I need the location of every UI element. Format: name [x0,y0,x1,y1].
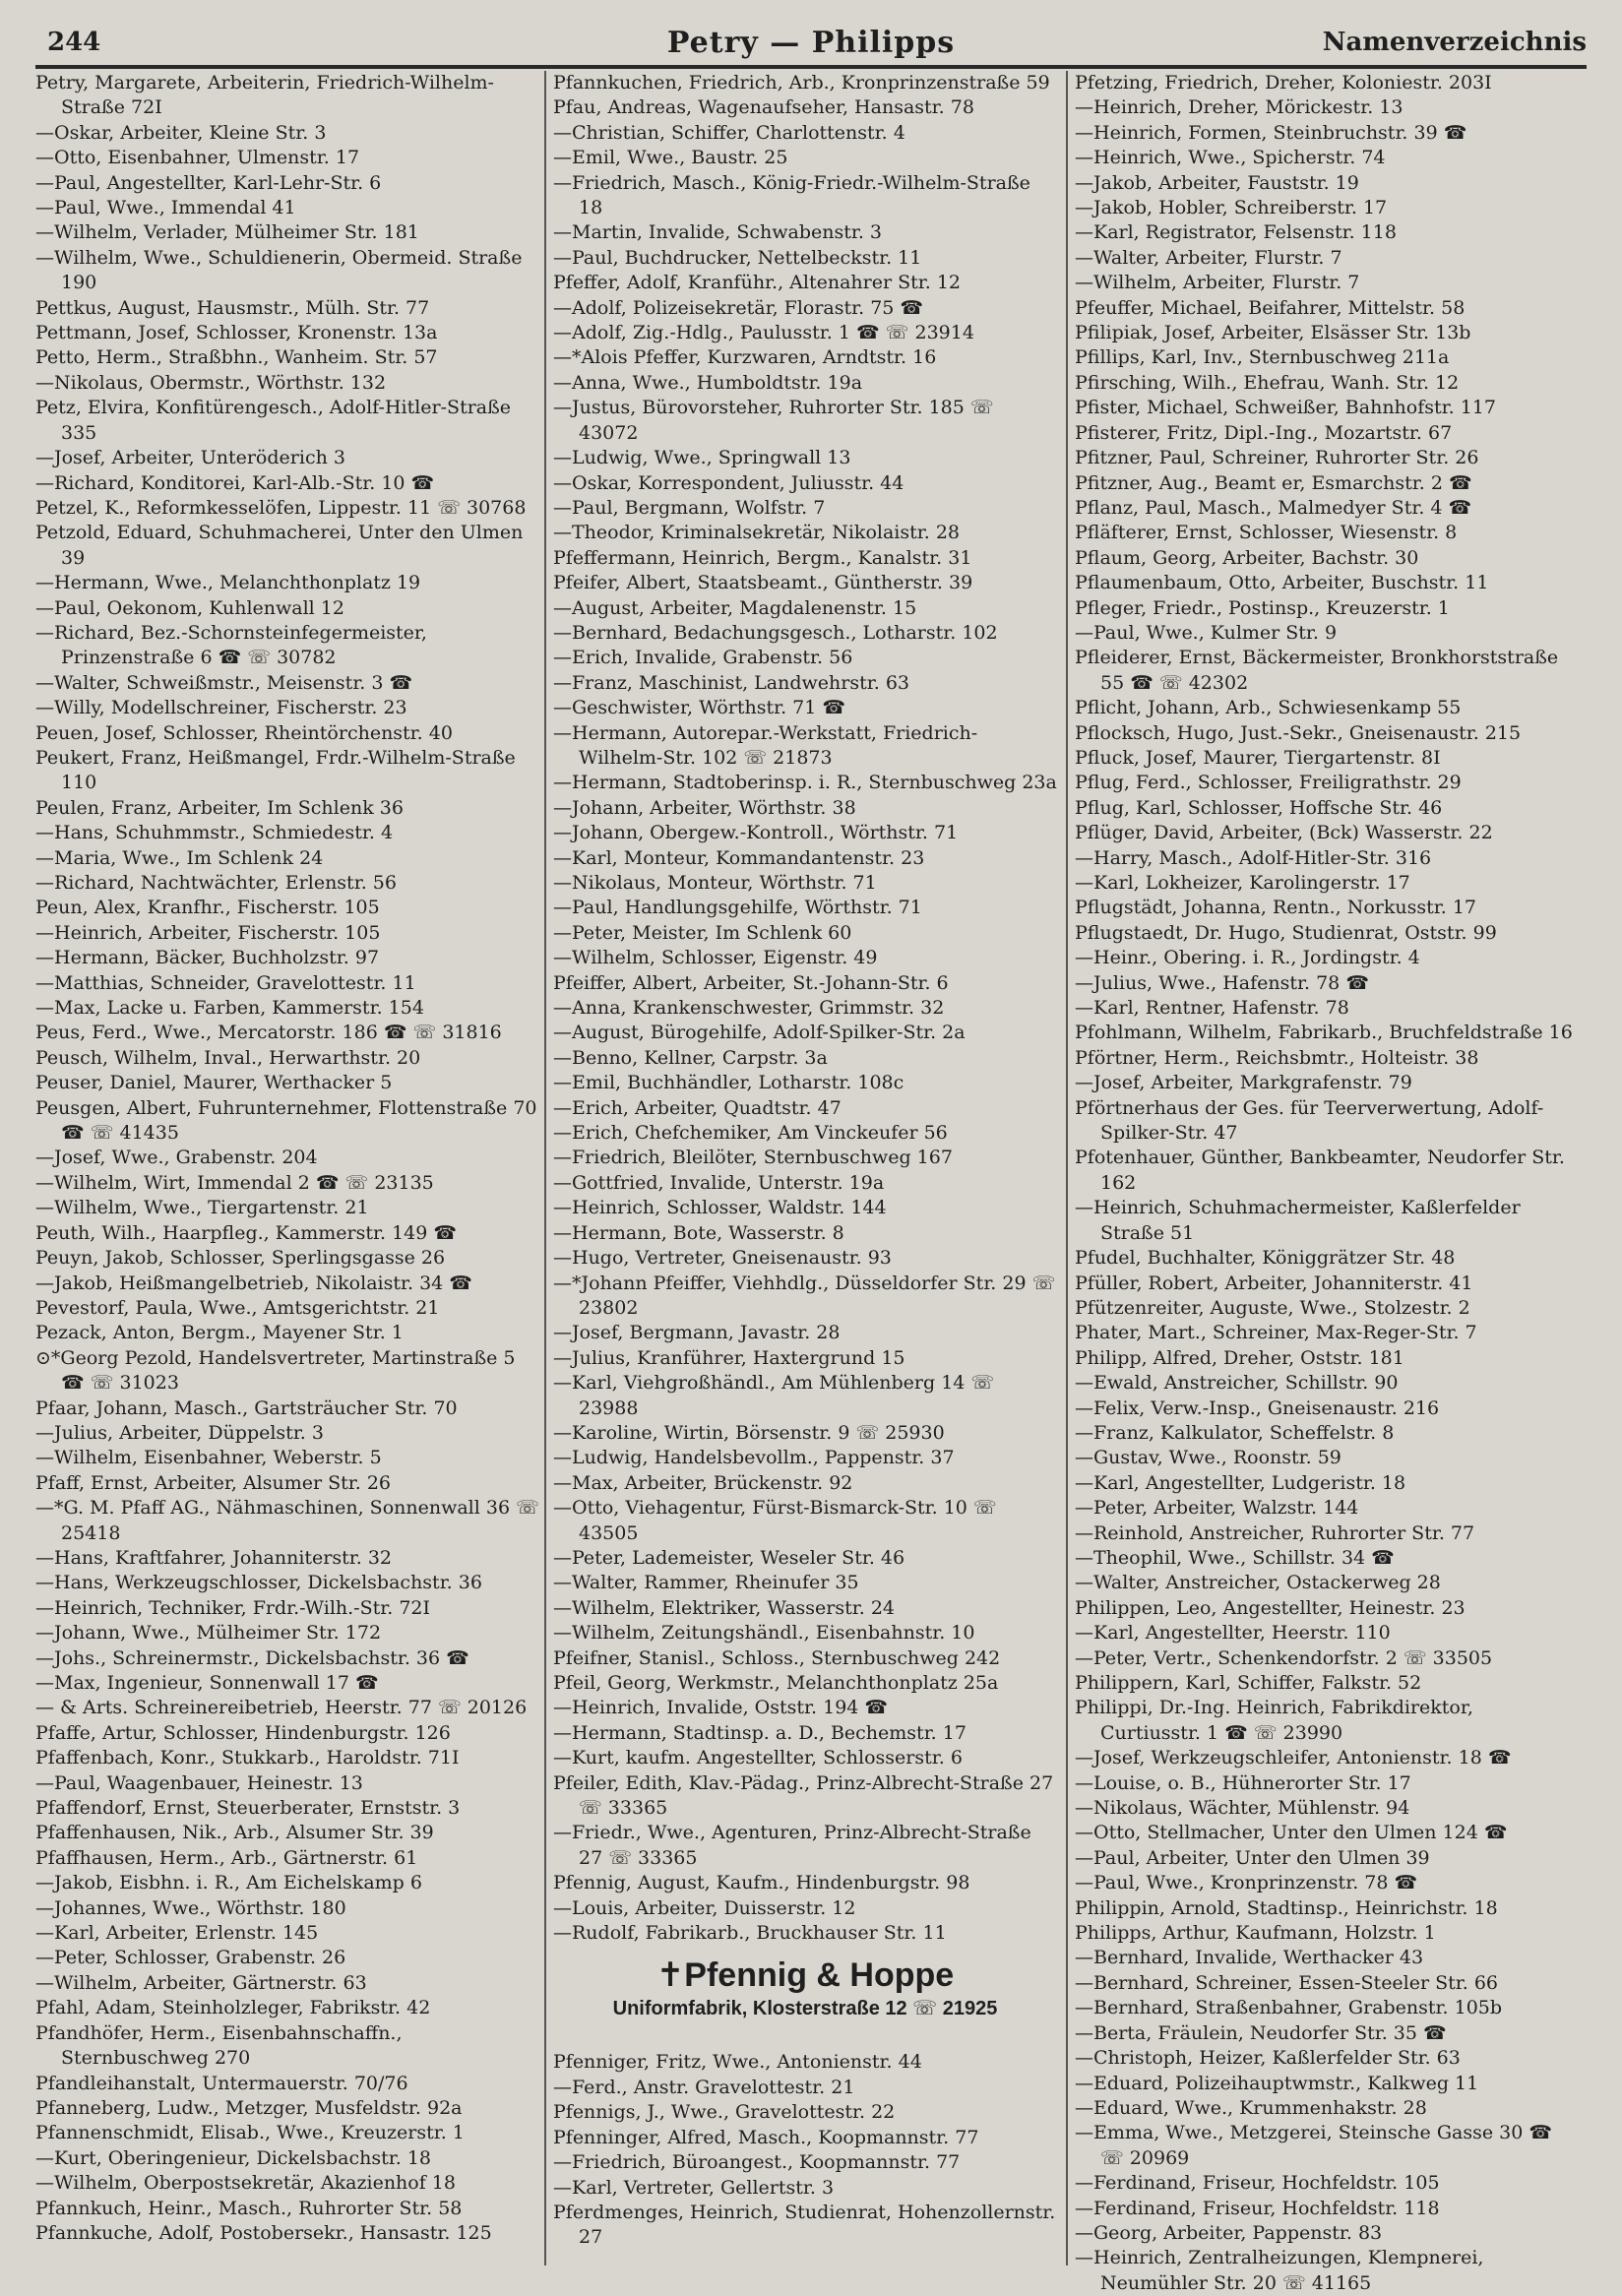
directory-entry: —Karl, Registrator, Felsenstr. 118 [1075,221,1397,244]
directory-entry: —Berta, Fräulein, Neudorfer Str. 35 ☎ [1075,2021,1447,2044]
directory-entry: Philipps, Arthur, Kaufmann, Holzstr. 1 [1075,1922,1436,1945]
directory-entry: Pfennigs, J., Wwe., Gravelottestr. 22 [553,2101,896,2124]
directory-entry: Pfannenschmidt, Elisab., Wwe., Kreuzerstr. 1 [35,2122,465,2144]
directory-entry: —Wilhelm, Arbeiter, Flurstr. 7 [1075,272,1360,294]
directory-entry: —Karl, Arbeiter, Erlenstr. 145 [35,1922,319,1945]
directory-entry: —Karl, Vertreter, Gellertstr. 3 [553,2176,835,2199]
column-2 [553,71,1057,2275]
directory-entry: —Eduard, Polizeihauptwmstr., Kalkweg 11 [1075,2072,1479,2094]
directory-entry: —Georg, Arbeiter, Pappenstr. 83 [1075,2221,1383,2244]
directory-entry: —Anna, Wwe., Humboldtstr. 19a [553,371,863,394]
directory-entry: Philippen, Leo, Angestellter, Heinestr. 23 [1075,1596,1466,1619]
directory-entry: Pflocksch, Hugo, Just.-Sekr., Gneisenaustr. 215 [1075,721,1522,744]
directory-entry: —Wilhelm, Wwe., Tiergartenstr. 21 [35,1197,369,1219]
directory-entry: Peus, Ferd., Wwe., Mercatorstr. 186 ☎ ☏ 31816 [35,1022,502,1044]
directory-entry: —*G. M. Pfaff AG., Nähmaschinen, Sonnenwall 36 ☏ 25418 [35,1497,539,1544]
directory-entry: —Hermann, Stadtinsp. a. D., Bechemstr. 17 [553,1721,967,1744]
directory-entry: —Jakob, Heißmangelbetrieb, Nikolaistr. 34 ☎ [35,1272,472,1294]
directory-entry: Petry, Margarete, Arbeiterin, Friedrich-Wilhelm-Straße 72I [35,72,494,119]
directory-entry: —Heinrich, Arbeiter, Fischerstr. 105 [35,921,381,944]
directory-entry: Pevestorf, Paula, Wwe., Amtsgerichtstr. 21 [35,1296,440,1319]
directory-entry: —Hugo, Vertreter, Gneisenaustr. 93 [553,1247,892,1270]
directory-entry: Pezack, Anton, Bergm., Mayener Str. 1 [35,1322,404,1344]
directory-entry: Petzel, K., Reformkesselöfen, Lippestr. 11 ☏ 30768 [35,496,527,519]
directory-entry: —Paul, Handlungsgehilfe, Wörthstr. 71 [553,897,922,919]
directory-entry: Pfilipiak, Josef, Arbeiter, Elsässer Str. 13b [1075,322,1471,344]
directory-entry: —Bernhard, Bedachungsgesch., Lotharstr. 102 [553,621,998,644]
directory-entry: Pfeuffer, Michael, Beifahrer, Mittelstr. 58 [1075,296,1466,319]
directory-entry: —Louise, o. B., Hühnerorter Str. 17 [1075,1771,1411,1794]
directory-entry: — & Arts. Schreinereibetrieb, Heerstr. 77 ☏ 20126 [35,1697,528,1719]
directory-entry: —Walter, Schweißmstr., Meisenstr. 3 ☎ [35,671,413,694]
directory-entry: —Ferdinand, Friseur, Hochfeldstr. 105 [1075,2172,1440,2195]
directory-entry: Pflug, Ferd., Schlosser, Freiligrathstr. 29 [1075,772,1462,794]
directory-entry: —Josef, Wwe., Grabenstr. 204 [35,1147,318,1169]
directory-entry: —Wilhelm, Verlader, Mülheimer Str. 181 [35,221,419,244]
directory-entry: —Julius, Wwe., Hafenstr. 78 ☎ [1075,971,1369,994]
directory-entry: —Theophil, Wwe., Schillstr. 34 ☎ [1075,1546,1395,1569]
directory-entry: —Otto, Eisenbahner, Ulmenstr. 17 [35,147,360,169]
directory-entry: —Paul, Wwe., Immendal 41 [35,197,296,219]
directory-entry: —Paul, Wwe., Kulmer Str. 9 [1075,621,1338,644]
directory-entry: —Heinrich, Zentralheizungen, Klempnerei, Neumühler Str. 20 ☏ 41165 [1075,2247,1484,2294]
directory-entry: Pfüller, Robert, Arbeiter, Johanniterstr. 41 [1075,1272,1473,1294]
directory-entry: Peuen, Josef, Schlosser, Rheintörchenstr. 40 [35,721,453,744]
directory-entry: —Felix, Verw.-Insp., Gneisenaustr. 216 [1075,1396,1440,1419]
ad-address-line: Uniformfabrik, Klosterstraße 12 ☏ 21925 [612,1998,998,2020]
directory-entry: —Nikolaus, Wächter, Mühlenstr. 94 [1075,1797,1410,1820]
directory-entry: —Hans, Schuhmmstr., Schmiedestr. 4 [35,822,394,844]
directory-entry: Pflugstaedt, Dr. Hugo, Studienrat, Oststr. 99 [1075,921,1497,944]
directory-entry: —Adolf, Polizeisekretär, Florastr. 75 ☎ [553,296,924,319]
directory-entry: —Jakob, Eisbhn. i. R., Am Eichelskamp 6 [35,1872,422,1894]
directory-entry: —Gustav, Wwe., Roonstr. 59 [1075,1447,1341,1469]
directory-entry: —Heinrich, Dreher, Mörickestr. 13 [1075,96,1404,119]
directory-entry: —Peter, Lademeister, Weseler Str. 46 [553,1546,905,1569]
directory-entry: —Johann, Arbeiter, Wörthstr. 38 [553,796,856,819]
directory-entry: —Wilhelm, Wirt, Immendal 2 ☎ ☏ 23135 [35,1171,434,1194]
directory-entry: Pflüger, David, Arbeiter, (Bck) Wasserstr. 22 [1075,822,1493,844]
directory-columns [35,71,1587,2294]
directory-entry: Pflicht, Johann, Arb., Schwiesenkamp 55 [1075,697,1462,719]
directory-entry: —Julius, Kranführer, Haxtergrund 15 [553,1346,905,1369]
directory-entry: Pfleiderer, Ernst, Bäckermeister, Bronkhorststraße 55 ☎ ☏ 42302 [1075,647,1559,694]
directory-entry: —Nikolaus, Obermstr., Wörthstr. 132 [35,371,387,394]
directory-entry: —Hermann, Wwe., Melanchthonplatz 19 [35,572,421,594]
directory-entry: —Max, Lacke u. Farben, Kammerstr. 154 [35,997,424,1020]
directory-entry: Pfandleihanstalt, Untermauerstr. 70/76 [35,2072,408,2094]
directory-entry: —Walter, Rammer, Rheinufer 35 [553,1572,859,1594]
directory-entry: Pförtnerhaus der Ges. für Teerverwertung, Adolf-Spilker-Str. 47 [1075,1096,1544,1145]
directory-entry: Pettmann, Josef, Schlosser, Kronenstr. 13a [35,322,438,344]
directory-entry: Pfillips, Karl, Inv., Sternbuschweg 211a [1075,346,1450,369]
directory-entry: —Kurt, kaufm. Angestellter, Schlosserstr. 6 [553,1747,963,1769]
directory-entry: —Karl, Monteur, Kommandantenstr. 23 [553,846,925,869]
column-1 [35,71,539,2275]
directory-entry: Pförtner, Herm., Reichsbmtr., Holteistr. 38 [1075,1046,1479,1069]
directory-entry: —Oskar, Arbeiter, Kleine Str. 3 [35,121,327,144]
directory-entry: Pfluck, Josef, Maurer, Tiergartenstr. 8I [1075,746,1441,769]
directory-entry: —Maria, Wwe., Im Schlenk 24 [35,846,324,869]
directory-entry: Phater, Mart., Schreiner, Max-Reger-Str. 7 [1075,1322,1477,1344]
directory-entry: Pfahl, Adam, Steinholzleger, Fabrikstr. 42 [35,1997,431,2019]
directory-entry: Pfeffermann, Heinrich, Bergm., Kanalstr. 31 [553,546,972,569]
directory-entry: Pfeifner, Stanisl., Schloss., Sternbuschweg 242 [553,1646,1001,1669]
directory-entry: Pfläfterer, Ernst, Schlosser, Wiesenstr. 8 [1075,522,1458,544]
directory-entry: Peusch, Wilhelm, Inval., Herwarthstr. 20 [35,1046,421,1069]
directory-entry: Philipp, Alfred, Dreher, Oststr. 181 [1075,1346,1404,1369]
directory-entry: —*Alois Pfeffer, Kurzwaren, Arndtstr. 16 [553,346,937,369]
directory-entry: Pferdmenges, Heinrich, Studienrat, Hohenzollernstr. 27 [553,2201,1056,2249]
directory-entry: Pettkus, August, Hausmstr., Mülh. Str. 77 [35,296,430,319]
directory-entry: —Johann, Obergew.-Kontroll., Wörthstr. 71 [553,822,959,844]
directory-entry: —Wilhelm, Eisenbahner, Weberstr. 5 [35,1447,382,1469]
directory-entry: —Johann, Wwe., Mülheimer Str. 172 [35,1622,382,1644]
directory-entry: —Wilhelm, Wwe., Schuldienerin, Obermeid. Straße 190 [35,246,523,294]
directory-entry: —Reinhold, Anstreicher, Ruhrorter Str. 77 [1075,1521,1475,1544]
directory-entry: —Ferd., Anstr. Gravelottestr. 21 [553,2076,855,2098]
directory-entry: —Johs., Schreinermstr., Dickelsbachstr. 36 ☎ [35,1646,469,1669]
directory-entry: Pfaffhausen, Herm., Arb., Gärtnerstr. 61 [35,1846,418,1869]
directory-entry: —Karoline, Wirtin, Börsenstr. 9 ☏ 25930 [553,1421,945,1444]
ad-company-name: ✝Pfennig & Hoppe [655,1956,955,1995]
directory-entry: —Heinrich, Invalide, Oststr. 194 ☎ [553,1697,889,1719]
directory-entry: Pfetzing, Friedrich, Dreher, Koloniestr. 203I [1075,72,1492,93]
directory-entry: —Wilhelm, Elektriker, Wasserstr. 24 [553,1596,896,1619]
directory-entry: —Heinrich, Schuhmachermeister, Kaßlerfelder Straße 51 [1075,1197,1521,1244]
directory-entry: —Bernhard, Straßenbahner, Grabenstr. 105b [1075,1997,1503,2019]
page-header [35,22,1587,69]
directory-entry: —Wilhelm, Zeitungshändl., Eisenbahnstr. 10 [553,1622,975,1644]
directory-entry: —Josef, Arbeiter, Markgrafenstr. 79 [1075,1072,1412,1094]
directory-entry: —Johannes, Wwe., Wörthstr. 180 [35,1896,346,1919]
directory-entry: —Hermann, Bote, Wasserstr. 8 [553,1221,844,1244]
directory-entry: —Karl, Angestellter, Ludgeristr. 18 [1075,1471,1406,1494]
column-2-entries-after-ad [553,2050,1057,2250]
directory-entry: —Walter, Anstreicher, Ostackerweg 28 [1075,1572,1441,1594]
directory-entry: Pfleger, Friedr., Postinsp., Kreuzerstr. 1 [1075,596,1450,619]
directory-entry: Pflaum, Georg, Arbeiter, Bachstr. 30 [1075,546,1419,569]
directory-entry: Pflug, Karl, Schlosser, Hoffsche Str. 46 [1075,796,1443,819]
directory-entry: —Christoph, Heizer, Kaßlerfelder Str. 63 [1075,2047,1461,2070]
directory-entry: —Bernhard, Invalide, Werthacker 43 [1075,1947,1424,1969]
directory-entry: —Richard, Nachtwächter, Erlenstr. 56 [35,872,397,894]
directory-entry: —Louis, Arbeiter, Duisserstr. 12 [553,1896,856,1919]
directory-entry: Peusgen, Albert, Fuhrunternehmer, Flottenstraße 70 ☎ ☏ 41435 [35,1096,537,1145]
directory-entry: Petto, Herm., Straßbhn., Wanheim. Str. 57 [35,346,438,369]
directory-entry: —Karl, Rentner, Hafenstr. 78 [1075,997,1349,1020]
directory-entry: Pflugstädt, Johanna, Rentn., Norkusstr. 17 [1075,897,1477,919]
directory-entry: —Peter, Vertr., Schenkendorfstr. 2 ☏ 33505 [1075,1646,1493,1669]
directory-entry: —Otto, Viehagentur, Fürst-Bismarck-Str. 10 ☏ 43505 [553,1497,997,1544]
directory-entry: Peuyn, Jakob, Schlosser, Sperlingsgasse 26 [35,1247,446,1270]
directory-entry: —Franz, Maschinist, Landwehrstr. 63 [553,671,909,694]
column-3 [1075,71,1579,2294]
directory-entry: —Heinrich, Techniker, Frdr.-Wilh.-Str. 72I [35,1596,431,1619]
directory-entry: —Paul, Angestellter, Karl-Lehr-Str. 6 [35,171,382,194]
directory-entry: Peun, Alex, Kranfhr., Fischerstr. 105 [35,897,380,919]
directory-entry: —Otto, Stellmacher, Unter den Ulmen 124 ☎ [1075,1822,1508,1844]
directory-entry: —Paul, Arbeiter, Unter den Ulmen 39 [1075,1846,1430,1869]
directory-entry: —Wilhelm, Arbeiter, Gärtnerstr. 63 [35,1971,367,1994]
directory-entry: —Oskar, Korrespondent, Juliusstr. 44 [553,471,905,494]
directory-entry: Pfandhöfer, Herm., Eisenbahnschaffn., Sternbuschweg 270 [35,2021,403,2070]
advertisement [553,1955,1057,2022]
directory-entry: —Wilhelm, Oberpostsekretär, Akazienhof 18 [35,2172,456,2195]
directory-entry: —Karl, Lokheizer, Karolingerstr. 17 [1075,872,1410,894]
directory-entry: —Kurt, Oberingenieur, Dickelsbachstr. 18 [35,2146,432,2169]
directory-entry: —Heinrich, Wwe., Spicherstr. 74 [1075,147,1386,169]
directory-entry: —Anna, Krankenschwester, Grimmstr. 32 [553,997,945,1020]
directory-entry: —Ludwig, Handelsbevollm., Pappenstr. 37 [553,1447,955,1469]
directory-entry: —Friedrich, Bleilöter, Sternbuschweg 167 [553,1147,953,1169]
page-number: 244 [47,28,101,57]
directory-entry: —Erich, Chefchemiker, Am Vinckeufer 56 [553,1122,948,1145]
directory-entry: Pfenniger, Fritz, Wwe., Antonienstr. 44 [553,2051,922,2074]
directory-entry: Pfohlmann, Wilhelm, Fabrikarb., Bruchfeldstraße 16 [1075,1022,1573,1044]
directory-entry: Pfeiler, Edith, Klav.-Pädag., Prinz-Albrecht-Straße 27 ☏ 33365 [553,1771,1054,1820]
directory-entry: Pfannkuchen, Friedrich, Arb., Kronprinzenstraße 59 [553,72,1050,93]
directory-entry: Pfaffenhausen, Nik., Arb., Alsumer Str. 39 [35,1822,434,1844]
directory-entry: Pfaffe, Artur, Schlosser, Hindenburgstr. 126 [35,1721,451,1744]
directory-entry: Petzold, Eduard, Schuhmacherei, Unter den Ulmen 39 [35,522,524,569]
directory-entry: Pfirsching, Wilh., Ehefrau, Wanh. Str. 12 [1075,371,1460,394]
directory-entry: —Martin, Invalide, Schwabenstr. 3 [553,221,883,244]
directory-entry: Pfeil, Georg, Werkmstr., Melanchthonplatz 25a [553,1672,999,1694]
directory-entry: —Peter, Schlosser, Grabenstr. 26 [35,1947,346,1969]
directory-entry: —*Johann Pfeiffer, Viehhdlg., Düsseldorfer Str. 29 ☏ 23802 [553,1272,1056,1319]
directory-entry: —Willy, Modellschreiner, Fischerstr. 23 [35,697,407,719]
directory-entry: Philippin, Arnold, Stadtinsp., Heinrichstr. 18 [1075,1896,1498,1919]
directory-entry: —August, Bürogehilfe, Adolf-Spilker-Str. 2a [553,1022,966,1044]
directory-entry: —Christian, Schiffer, Charlottenstr. 4 [553,121,905,144]
directory-entry: —Justus, Bürovorsteher, Ruhrorter Str. 185 ☏ 43072 [553,397,994,444]
directory-entry: —Ewald, Anstreicher, Schillstr. 90 [1075,1372,1399,1395]
directory-entry: Pfotenhauer, Günther, Bankbeamter, Neudorfer Str. 162 [1075,1147,1565,1194]
directory-entry: —Richard, Bez.-Schornsteinfegermeister, Prinzenstraße 6 ☎ ☏ 30782 [35,621,427,669]
directory-entry: Pfeffer, Adolf, Kranführ., Altenahrer Str. 12 [553,272,962,294]
directory-entry: —Friedrich, Masch., König-Friedr.-Wilhelm-Straße 18 [553,171,1030,219]
directory-entry: —Hermann, Stadtoberinsp. i. R., Sternbuschweg 23a [553,772,1057,794]
directory-entry: Pfeiffer, Albert, Arbeiter, St.-Johann-Str. 6 [553,971,949,994]
column-2-entries [553,71,1057,1946]
directory-entry: —Ferdinand, Friseur, Hochfeldstr. 118 [1075,2197,1440,2219]
directory-entry: —Wilhelm, Schlosser, Eigenstr. 49 [553,947,878,969]
directory-entry: —Erich, Invalide, Grabenstr. 56 [553,647,853,669]
directory-entry: —Josef, Werkzeugschleifer, Antonienstr. 18 ☎ [1075,1747,1512,1769]
directory-entry: —Paul, Bergmann, Wolfstr. 7 [553,496,826,519]
directory-entry: —Heinr., Obering. i. R., Jordingstr. 4 [1075,947,1420,969]
directory-entry: —Karl, Viehgroßhändl., Am Mühlenberg 14 ☏ 23988 [553,1372,995,1419]
page-title: Petry — Philipps [666,26,956,60]
directory-entry: —Hans, Kraftfahrer, Johanniterstr. 32 [35,1546,393,1569]
directory-entry: —Paul, Buchdrucker, Nettelbeckstr. 11 [553,246,922,269]
directory-entry: —Jakob, Hobler, Schreiberstr. 17 [1075,197,1388,219]
directory-entry: Pfannkuche, Adolf, Postobersekr., Hansastr. 125 [35,2221,492,2244]
directory-entry: —Geschwister, Wörthstr. 71 ☎ [553,697,846,719]
directory-entry: Peuth, Wilh., Haarpfleg., Kammerstr. 149 ☎ [35,1221,458,1244]
directory-entry: —Peter, Meister, Im Schlenk 60 [553,921,852,944]
directory-entry: —Hermann, Bäcker, Buchholzstr. 97 [35,947,380,969]
directory-entry: —Adolf, Zig.-Hdlg., Paulusstr. 1 ☎ ☏ 23914 [553,322,974,344]
directory-entry: —Gottfried, Invalide, Unterstr. 19a [553,1171,885,1194]
directory-entry: Pfaff, Ernst, Arbeiter, Alsumer Str. 26 [35,1471,392,1494]
directory-entry: Pfanneberg, Ludw., Metzger, Musfeldstr. 92a [35,2096,463,2119]
directory-entry: —Franz, Kalkulator, Scheffelstr. 8 [1075,1421,1395,1444]
directory-entry: Pfitzner, Aug., Beamt er, Esmarchstr. 2 ☎ [1075,471,1472,494]
directory-entry: —Bernhard, Schreiner, Essen-Steeler Str. 66 [1075,1971,1499,1994]
directory-entry: Pfeifer, Albert, Staatsbeamt., Güntherstr. 39 [553,572,973,594]
directory-entry: Pfaar, Johann, Masch., Gartsträucher Str. 70 [35,1396,458,1419]
directory-entry: —Paul, Wwe., Kronprinzenstr. 78 ☎ [1075,1872,1418,1894]
directory-entry: —Friedrich, Büroangest., Koopmannstr. 77 [553,2151,961,2174]
section-title: Namenverzeichnis [1322,28,1587,57]
directory-entry: —Hans, Werkzeugschlosser, Dickelsbachstr. 36 [35,1572,482,1594]
directory-entry: —Rudolf, Fabrikarb., Bruckhauser Str. 11 [553,1922,947,1945]
directory-entry: —Emil, Wwe., Baustr. 25 [553,147,788,169]
directory-entry: —Emma, Wwe., Metzgerei, Steinsche Gasse 30 ☎ ☏ 20969 [1075,2122,1552,2169]
directory-entry: —Theodor, Kriminalsekretär, Nikolaistr. 28 [553,522,960,544]
directory-entry: —Max, Ingenieur, Sonnenwall 17 ☎ [35,1672,379,1694]
directory-entry: —Heinrich, Formen, Steinbruchstr. 39 ☎ [1075,121,1467,144]
directory-entry: —Hermann, Autorepar.-Werkstatt, Friedrich-Wilhelm-Str. 102 ☏ 21873 [553,721,978,769]
directory-entry: —Richard, Konditorei, Karl-Alb.-Str. 10 ☎ [35,471,435,494]
directory-entry: —Julius, Arbeiter, Düppelstr. 3 [35,1421,324,1444]
directory-entry: —Josef, Bergmann, Javastr. 28 [553,1322,841,1344]
directory-entry: —Erich, Arbeiter, Quadtstr. 47 [553,1096,842,1119]
directory-entry: —Karl, Angestellter, Heerstr. 110 [1075,1622,1391,1644]
directory-entry: —Friedr., Wwe., Agenturen, Prinz-Albrecht-Straße 27 ☏ 33365 [553,1822,1031,1869]
directory-entry: —August, Arbeiter, Magdalenenstr. 15 [553,596,917,619]
directory-entry: Pfaffendorf, Ernst, Steuerberater, Ernststr. 3 [35,1797,461,1820]
directory-entry: Pfaffenbach, Konr., Stukkarb., Haroldstr. 71I [35,1747,460,1769]
directory-entry: —Benno, Kellner, Carpstr. 3a [553,1046,828,1069]
directory-entry: Pfudel, Buchhalter, Königgrätzer Str. 48 [1075,1247,1456,1270]
directory-entry: —Jakob, Arbeiter, Fauststr. 19 [1075,171,1359,194]
directory-entry: Peulen, Franz, Arbeiter, Im Schlenk 36 [35,796,404,819]
directory-entry: —Peter, Arbeiter, Walzstr. 144 [1075,1497,1359,1520]
directory-entry: —Nikolaus, Monteur, Wörthstr. 71 [553,872,877,894]
directory-entry: Pfannkuch, Heinr., Masch., Ruhrorter Str. 58 [35,2197,463,2219]
directory-entry: Philippi, Dr.-Ing. Heinrich, Fabrikdirektor, Curtiusstr. 1 ☎ ☏ 23990 [1075,1697,1473,1744]
directory-entry: —Ludwig, Wwe., Springwall 13 [553,447,851,469]
directory-entry: Philippern, Karl, Schiffer, Falkstr. 52 [1075,1672,1422,1694]
directory-entry: —Heinrich, Schlosser, Waldstr. 144 [553,1197,887,1219]
directory-entry: —Harry, Masch., Adolf-Hitler-Str. 316 [1075,846,1432,869]
directory-entry: Peukert, Franz, Heißmangel, Frdr.-Wilhelm-Straße 110 [35,746,516,794]
directory-entry: —Walter, Arbeiter, Flurstr. 7 [1075,246,1342,269]
directory-entry: —Matthias, Schneider, Gravelottestr. 11 [35,971,416,994]
directory-entry: Pfenninger, Alfred, Masch., Koopmannstr. 77 [553,2126,979,2148]
directory-entry: Pflanz, Paul, Masch., Malmedyer Str. 4 ☎ [1075,496,1472,519]
directory-entry: —Emil, Buchhändler, Lotharstr. 108c [553,1072,905,1094]
directory-entry: Peuser, Daniel, Maurer, Werthacker 5 [35,1072,393,1094]
directory-entry: —Paul, Oekonom, Kuhlenwall 12 [35,596,344,619]
directory-entry: —Eduard, Wwe., Krummenhakstr. 28 [1075,2096,1427,2119]
directory-entry: Pfau, Andreas, Wagenaufseher, Hansastr. 78 [553,96,974,119]
directory-entry: Petz, Elvira, Konfitürengesch., Adolf-Hitler-Straße 335 [35,397,512,444]
directory-entry: Pflaumenbaum, Otto, Arbeiter, Buschstr. 11 [1075,572,1489,594]
directory-entry: Pfister, Michael, Schweißer, Bahnhofstr. 117 [1075,397,1496,419]
directory-entry: ⊙*Georg Pezold, Handelsvertreter, Martinstraße 5 ☎ ☏ 31023 [35,1346,516,1395]
directory-entry: —Josef, Arbeiter, Unteröderich 3 [35,447,345,469]
directory-entry: Pfitzner, Paul, Schreiner, Ruhrorter Str. 26 [1075,447,1479,469]
directory-entry: Pfützenreiter, Auguste, Wwe., Stolzestr. 2 [1075,1296,1470,1319]
directory-entry: —Max, Arbeiter, Brückenstr. 92 [553,1471,853,1494]
directory-entry: Pfennig, August, Kaufm., Hindenburgstr. 98 [553,1872,970,1894]
directory-entry: Pfisterer, Fritz, Dipl.-Ing., Mozartstr. 67 [1075,421,1453,444]
directory-entry: —Paul, Waagenbauer, Heinestr. 13 [35,1771,363,1794]
